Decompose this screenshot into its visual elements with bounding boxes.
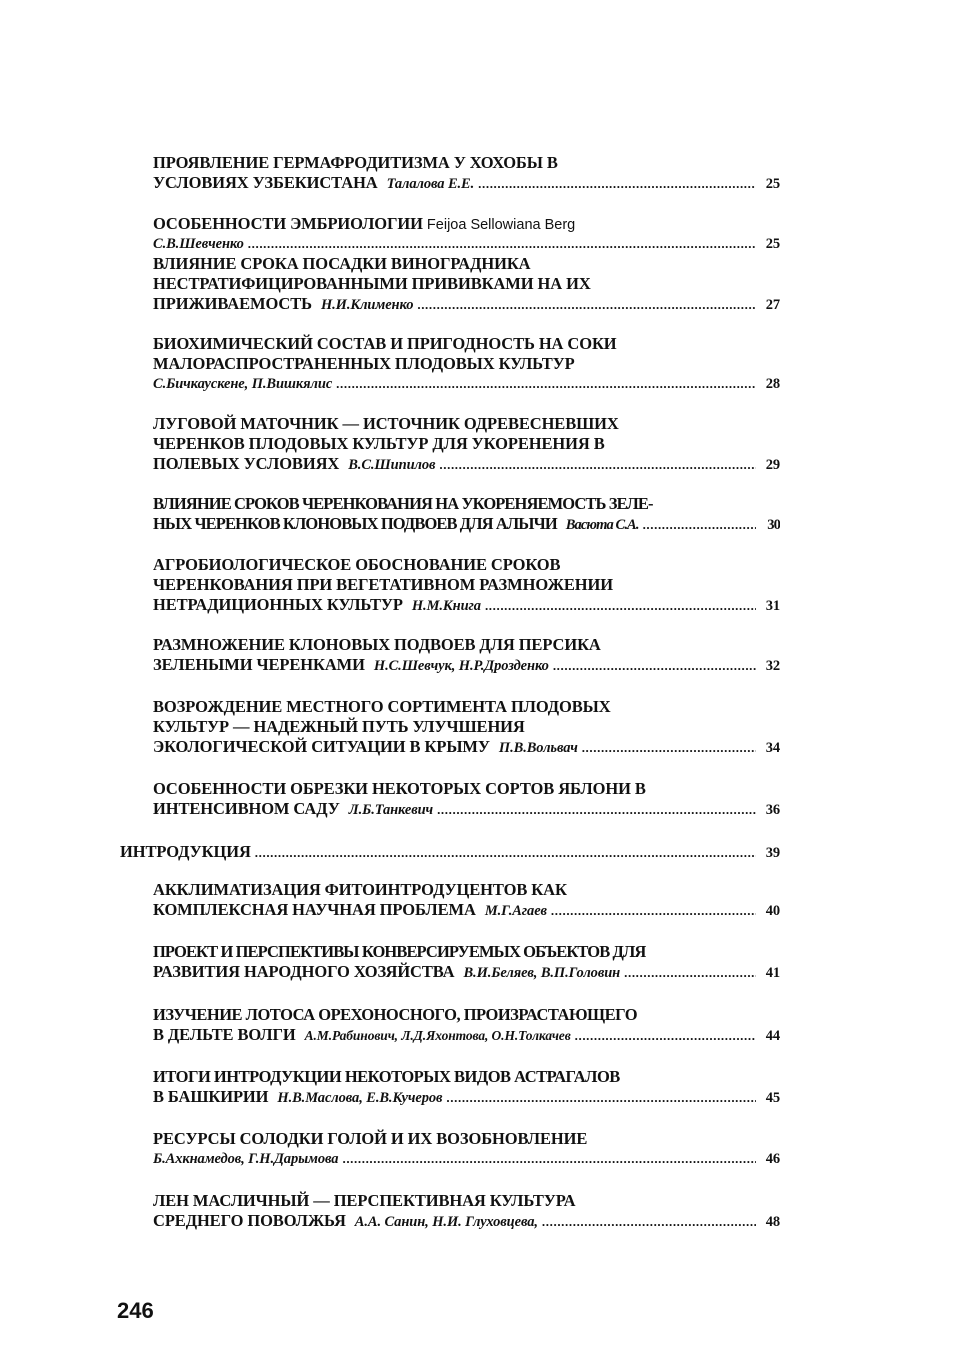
entry-title-line: РАЗВИТИЯ НАРОДНОГО ХОЗЯЙСТВА	[153, 962, 455, 981]
entry-authors: Н.И.Клименко	[320, 297, 414, 313]
entry-title-text: ОСОБЕННОСТИ ЭМБРИОЛОГИИ	[153, 214, 423, 233]
entry-title-line: КУЛЬТУР — НАДЕЖНЫЙ ПУТЬ УЛУЧШЕНИЯ	[153, 717, 525, 736]
entry-last-line	[153, 655, 780, 675]
entry-title-latin: Feijoa Sellowiana Berg	[426, 217, 576, 233]
entry-page: 36	[765, 802, 780, 818]
entry-title-line: АККЛИМАТИЗАЦИЯ ФИТОИНТРОДУЦЕНТОВ КАК	[153, 880, 567, 899]
dot-leader	[643, 515, 756, 534]
entry-title-line: МАЛОРАСПРОСТРАНЕННЫХ ПЛОДОВЫХ КУЛЬТУР	[153, 354, 575, 373]
entry-last-line	[153, 595, 780, 615]
entry-title-line: ПРОЕКТ И ПЕРСПЕКТИВЫ КОНВЕРСИРУЕМЫХ ОБЪЕКТОВ ДЛЯ	[153, 942, 646, 961]
entry-title-line: ЧЕРЕНКОВ ПЛОДОВЫХ КУЛЬТУР ДЛЯ УКОРЕНЕНИЯ В	[153, 434, 605, 453]
toc-entry	[153, 214, 780, 254]
dot-leader	[446, 1088, 756, 1107]
entry-title-line: ЧЕРЕНКОВАНИЯ ПРИ ВЕГЕТАТИВНОМ РАЗМНОЖЕНИИ	[153, 575, 613, 594]
toc-entry	[153, 635, 780, 675]
toc-entry	[153, 153, 780, 193]
entry-last-line	[153, 374, 780, 394]
entry-title-line: ПОЛЕВЫХ УСЛОВИЯХ	[153, 454, 340, 473]
toc-entry	[153, 555, 780, 615]
toc-entry	[153, 1005, 780, 1045]
dot-leader	[439, 455, 756, 474]
toc-entry	[153, 334, 780, 394]
entry-page: 44	[765, 1028, 780, 1044]
dot-leader	[336, 374, 756, 394]
entry-last-line	[153, 454, 780, 474]
entry-title-line: ИТОГИ ИНТРОДУКЦИИ НЕКОТОРЫХ ВИДОВ АСТРАГАЛОВ	[153, 1067, 620, 1086]
dot-leader	[575, 1026, 756, 1045]
entry-last-line	[153, 173, 780, 193]
entry-title-line: ПРИЖИВАЕМОСТЬ	[153, 294, 312, 313]
toc-entry	[153, 942, 780, 982]
section-heading	[120, 842, 780, 862]
entry-title-line: АГРОБИОЛОГИЧЕСКОЕ ОБОСНОВАНИЕ СРОКОВ	[153, 555, 561, 574]
entry-page: 41	[765, 965, 780, 981]
entry-title-line: СРЕДНЕГО ПОВОЛЖЬЯ	[153, 1211, 346, 1230]
dot-leader	[342, 1149, 756, 1169]
dot-leader	[485, 596, 756, 615]
entry-last-line	[153, 514, 780, 534]
toc-entry	[153, 1191, 780, 1231]
entry-title-line: ВЛИЯНИЕ СРОКОВ ЧЕРЕНКОВАНИЯ НА УКОРЕНЯЕМОСТЬ ЗЕЛЕ-	[153, 494, 653, 513]
dot-leader	[437, 800, 756, 819]
toc-entry	[153, 1129, 780, 1169]
entry-authors: Талалова Е.Е.	[386, 176, 475, 192]
entry-page: 30	[767, 517, 780, 533]
entry-title-line: КОМПЛЕКСНАЯ НАУЧНАЯ ПРОБЛЕМА	[153, 900, 476, 919]
entry-title-line: В ДЕЛЬТЕ ВОЛГИ	[153, 1025, 296, 1044]
entry-title-line: ПРОЯВЛЕНИЕ ГЕРМАФРОДИТИЗМА У ХОХОБЫ В	[153, 153, 558, 172]
entry-title-line: ЛУГОВОЙ МАТОЧНИК — ИСТОЧНИК ОДРЕВЕСНЕВШИХ	[153, 414, 619, 433]
toc-entry	[153, 414, 780, 474]
dot-leader	[248, 234, 756, 254]
entry-authors: Васюта С.А.	[565, 517, 639, 533]
dot-leader	[417, 295, 756, 314]
entry-authors: С.В.Шевченко	[153, 236, 244, 252]
toc-entry	[153, 254, 780, 314]
section-page: 39	[765, 845, 780, 861]
section-line	[120, 842, 780, 862]
entry-title-line: ИНТЕНСИВНОМ САДУ	[153, 799, 340, 818]
entry-page: 25	[765, 236, 780, 252]
entry-last-line	[153, 799, 780, 819]
entry-title-line: ВОЗРОЖДЕНИЕ МЕСТНОГО СОРТИМЕНТА ПЛОДОВЫХ	[153, 697, 611, 716]
entry-title-line: ЛЕН МАСЛИЧНЫЙ — ПЕРСПЕКТИВНАЯ КУЛЬТУРА	[153, 1191, 576, 1210]
entry-page: 48	[765, 1214, 780, 1230]
entry-title-line: ВЛИЯНИЕ СРОКА ПОСАДКИ ВИНОГРАДНИКА	[153, 254, 531, 273]
entry-page: 46	[765, 1151, 780, 1167]
toc-entry	[153, 779, 780, 819]
entry-last-line	[153, 294, 780, 314]
entry-title-line: ИЗУЧЕНИЕ ЛОТОСА ОРЕХОНОСНОГО, ПРОИЗРАСТАЮЩЕГО	[153, 1005, 638, 1024]
entry-title-line: РЕСУРСЫ СОЛОДКИ ГОЛОЙ И ИХ ВОЗОБНОВЛЕНИЕ	[153, 1129, 588, 1148]
entry-page: 45	[765, 1090, 780, 1106]
entry-last-line	[153, 1025, 780, 1045]
entry-last-line	[153, 1149, 780, 1169]
entry-authors: М.Г.Агаев	[484, 903, 547, 919]
entry-title-line: НЕСТРАТИФИЦИРОВАННЫМИ ПРИВИВКАМИ НА ИХ	[153, 274, 591, 293]
entry-authors: В.И.Беляев, В.П.Головин	[463, 965, 621, 981]
entry-title-line: ЭКОЛОГИЧЕСКОЙ СИТУАЦИИ В КРЫМУ	[153, 737, 490, 756]
entry-page: 29	[765, 457, 780, 473]
section-title: ИНТРОДУКЦИЯ	[120, 842, 251, 861]
entry-page: 25	[765, 176, 780, 192]
dot-leader	[624, 963, 756, 982]
entry-page: 31	[765, 598, 780, 614]
entry-last-line	[153, 1087, 780, 1107]
entry-title-line: НЫХ ЧЕРЕНКОВ КЛОНОВЫХ ПОДВОЕВ ДЛЯ АЛЫЧИ	[153, 514, 557, 533]
entry-last-line	[153, 234, 780, 254]
entry-page: 27	[765, 297, 780, 313]
entry-authors: А.М.Рабинович, Л.Д.Яхонтова, О.Н.Толкачев	[304, 1028, 571, 1043]
entry-authors: Н.С.Шевчук, Н.Р.Дрозденко	[373, 658, 549, 674]
dot-leader	[582, 738, 756, 757]
entry-title-line	[153, 214, 780, 234]
entry-title-line: РАЗМНОЖЕНИЕ КЛОНОВЫХ ПОДВОЕВ ДЛЯ ПЕРСИКА	[153, 635, 601, 654]
toc-entry	[153, 880, 780, 920]
entry-title-line: ОСОБЕННОСТИ ОБРЕЗКИ НЕКОТОРЫХ СОРТОВ ЯБЛОНИ В	[153, 779, 646, 798]
entry-last-line	[153, 962, 780, 982]
entry-authors: Л.Б.Танкевич	[348, 802, 434, 818]
entry-page: 28	[765, 376, 780, 392]
toc-entry	[153, 1067, 780, 1107]
entry-authors: Б.Ахкнамедов, Г.Н.Дарымова	[153, 1151, 339, 1167]
dot-leader	[478, 174, 756, 193]
entry-page: 34	[765, 740, 780, 756]
entry-authors: С.Бичкаускене, П.Вишкялис	[153, 376, 333, 392]
entry-page: 32	[765, 658, 780, 674]
page-number: 246	[117, 1298, 154, 1323]
entry-last-line	[153, 737, 780, 757]
entry-last-line	[153, 1211, 780, 1231]
entry-authors: П.В.Вольвач	[498, 740, 578, 756]
dot-leader	[542, 1212, 756, 1231]
entry-title-line: В БАШКИРИИ	[153, 1087, 269, 1106]
toc-entry	[153, 697, 780, 757]
dot-leader	[255, 843, 756, 862]
entry-last-line	[153, 900, 780, 920]
entry-title-line: ЗЕЛЕНЫМИ ЧЕРЕНКАМИ	[153, 655, 365, 674]
entry-authors: А.А. Санин, Н.И. Глуховцева,	[354, 1214, 538, 1230]
entry-title-line: НЕТРАДИЦИОННЫХ КУЛЬТУР	[153, 595, 403, 614]
dot-leader	[551, 901, 756, 920]
entry-title-line: БИОХИМИЧЕСКИЙ СОСТАВ И ПРИГОДНОСТЬ НА СОКИ	[153, 334, 617, 353]
entry-authors: Н.В.Маслова, Е.В.Кучеров	[277, 1090, 443, 1106]
entry-authors: Н.М.Книга	[411, 598, 481, 614]
entry-authors: В.С.Шипилов	[348, 457, 436, 473]
entry-page: 40	[765, 903, 780, 919]
toc-entry	[153, 494, 780, 534]
entry-title-line: УСЛОВИЯХ УЗБЕКИСТАНА	[153, 173, 378, 192]
dot-leader	[553, 656, 756, 675]
